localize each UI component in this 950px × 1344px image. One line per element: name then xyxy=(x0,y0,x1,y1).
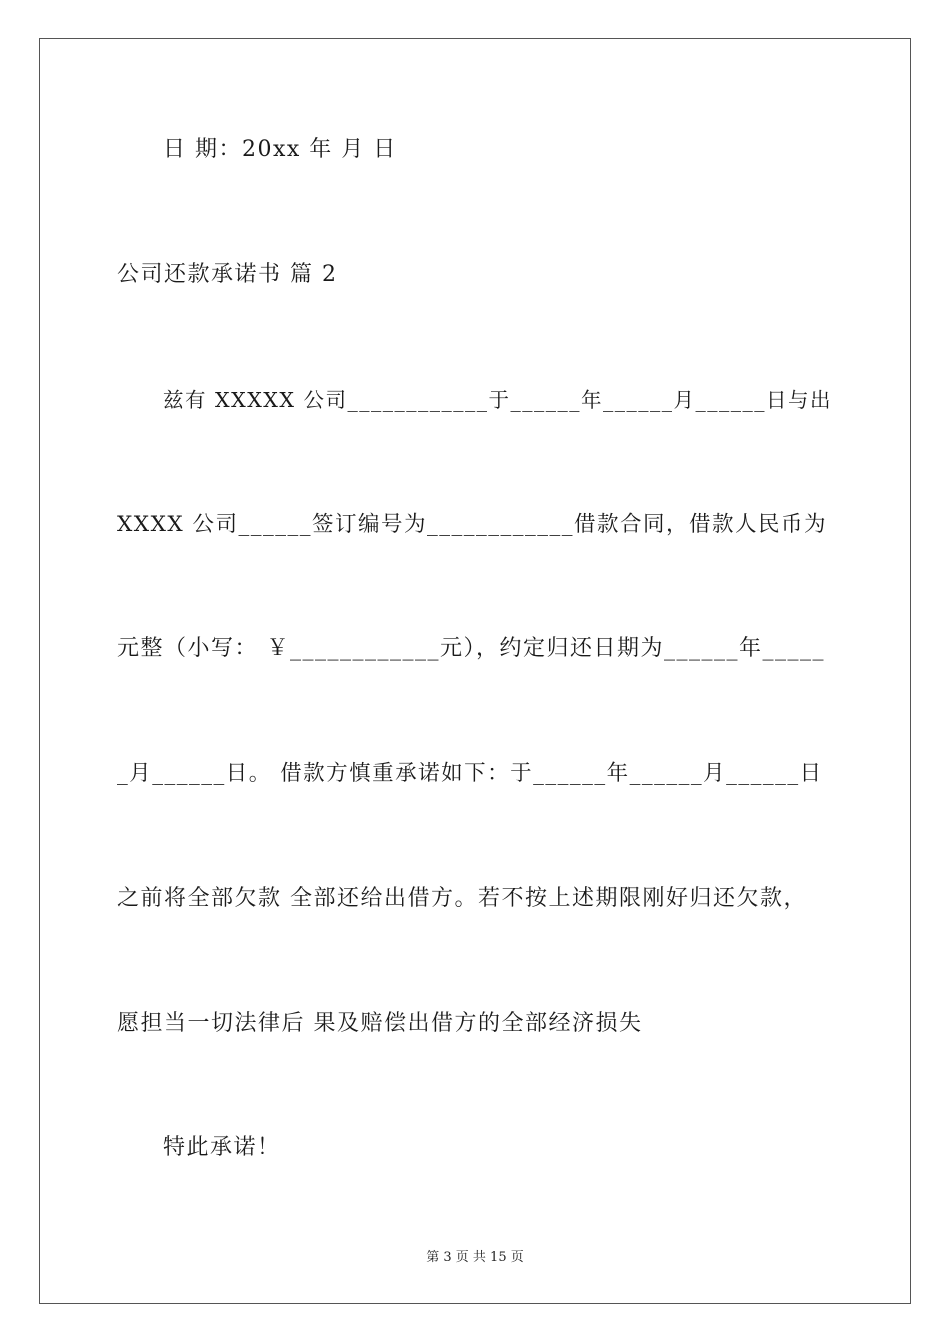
page-frame xyxy=(39,38,911,1304)
section-title: 公司还款承诺书 篇 2 xyxy=(117,262,338,287)
paragraph-line-4: _月______日。 借款方慎重承诺如下：于______年______月______日 xyxy=(117,761,823,786)
paragraph-line-1: 兹有 XXXXX 公司____________于______年______月______日与出 xyxy=(163,388,833,412)
paragraph-line-5: 之前将全部欠款 全部还给出借方。若不按上述期限刚好归还欠款， xyxy=(117,886,807,911)
paragraph-line-3: 元整（小写： ￥____________元），约定归还日期为______年_____ xyxy=(117,636,825,661)
closing-statement: 特此承诺！ xyxy=(163,1135,281,1160)
paragraph-line-2: XXXX 公司______签订编号为____________借款合同，借款人民币为 xyxy=(117,512,828,537)
date-line: 日 期：20xx 年 月 日 xyxy=(163,137,397,162)
page-footer: 第 3 页 共 15 页 xyxy=(426,1250,524,1265)
paragraph-line-6: 愿担当一切法律后 果及赔偿出借方的全部经济损失 xyxy=(117,1011,643,1036)
